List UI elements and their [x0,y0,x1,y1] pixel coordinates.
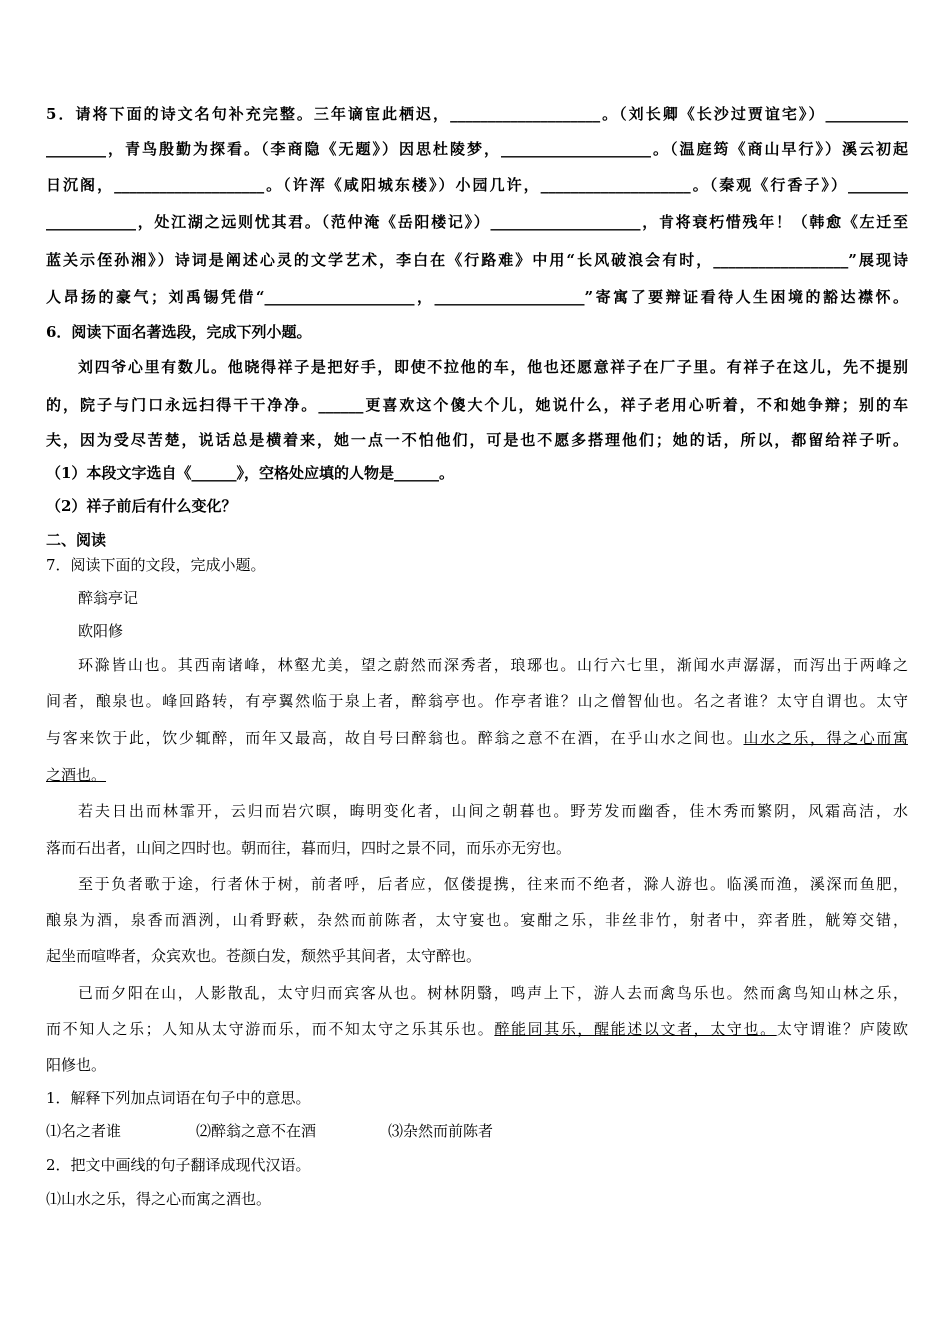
sub1-item-2: ⑵醉翁之意不在酒 [196,1122,317,1140]
p1-line-4 [46,765,908,785]
p3-line-1: 至于负者歌于途，行者休于树，前者呼，后者应，伛偻提携，往来而不绝者，滁人游也。临溪而渔，溪深而鱼肥， [78,875,908,893]
q6-sub-question-2: （2）祥子前后有什么变化？ [46,497,237,515]
q5-line-4: ____________，处江湖之远则忧其君。（范仲淹《岳阳楼记》）____________________，肯将衰朽惜残年！（韩愈《左迁至 [46,213,908,231]
essay-author: 欧阳修 [78,622,124,640]
p1-line-1: 环滁皆山也。其西南诸峰，林壑尤美，望之蔚然而深秀者，琅琊也。山行六七里，渐闻水声潺潺，而泻出于两峰之 [78,656,908,674]
p2-line-2: 落而石出者，山间之四时也。朝而往，暮而归，四时之景不同，而乐亦无穷也。 [46,839,572,857]
essay-title: 醉翁亭记 [78,589,139,607]
p4-line-2 [46,1019,908,1039]
underlined-sentence-1a: 山水之乐，得之心而寓 [743,729,908,747]
q7-title: 7．阅读下面的文段，完成小题。 [46,556,266,574]
q6-passage-line-2: 的，院子与门口永远扫得干干净净。______更喜欢这个傻大个儿，她说什么，祥子老用心听着，不和她争辩；别的车 [46,396,908,414]
q6-title: 6．阅读下面名著选段，完成下列小题。 [46,323,312,341]
p4-line-2-post: 太守谓谁？庐陵欧 [776,1020,908,1038]
q5-line-5: 蓝关示侄孙湘》）诗词是阐述心灵的文学艺术，李白在《行路难》中用“长风破浪会有时，__________________”展现诗 [46,251,908,269]
sub1-item-1: ⑴名之者谁 [46,1122,122,1140]
q7-sub-question-1: 1．解释下列加点词语在句子中的意思。 [46,1089,311,1107]
q7-sub-question-1-items [46,1121,908,1141]
p4-line-3: 阳修也。 [46,1056,107,1074]
q5-line-6: 人昂扬的豪气；刘禹锡凭借“____________________，____________________”寄寓了要辩证看待人生困境的豁达襟怀。 [46,288,908,306]
p1-line-2: 间者，酿泉也。峰回路转，有亭翼然临于泉上者，醉翁亭也。作亭者谁？山之僧智仙也。名之者谁？太守自谓也。太守 [46,692,908,710]
underlined-sentence-2: 醉能同其乐，醒能述以文者，太守也。 [494,1020,777,1038]
p1-line-3 [46,728,908,748]
q6-passage-line-3: 夫，因为受尽苦楚，说话总是横着来，她一点一不怕他们，可是也不愿多搭理他们；她的话，所以，都留给祥子听。 [46,431,908,449]
p3-line-3: 起坐而喧哗者，众宾欢也。苍颜白发，颓然乎其间者，太守醉也。 [46,947,482,965]
p3-line-2: 酿泉为酒，泉香而酒洌，山肴野蔌，杂然而前陈者，太守宴也。宴酣之乐，非丝非竹，射者中，弈者胜，觥筹交错， [46,911,908,929]
p2-line-1: 若夫日出而林霏开，云归而岩穴暝，晦明变化者，山间之朝暮也。野芳发而幽香，佳木秀而繁阴，风霜高洁，水 [78,802,908,820]
q5-line-3: 日沉阁，____________________。（许浑《咸阳城东楼》）小园几许，____________________。（秦观《行香子》）________ [46,176,908,194]
section-heading: 二、阅读 [46,531,107,549]
q7-sub-question-2-item: ⑴山水之乐，得之心而寓之酒也。 [46,1190,272,1208]
q7-sub-question-2: 2．把文中画线的句子翻译成现代汉语。 [46,1156,311,1174]
sub1-item-3: ⑶杂然而前陈者 [388,1122,494,1140]
q5-line-2: ________，青鸟殷勤为探看。（李商隐《无题》）因思杜陵梦，____________________。（温庭筠《商山早行》）溪云初起 [46,140,908,158]
q6-passage-line-1: 刘四爷心里有数儿。他晓得祥子是把好手，即使不拉他的车，他也还愿意祥子在厂子里。有祥子在这儿，先不提别 [78,358,908,376]
p4-line-1: 已而夕阳在山，人影散乱，太守归而宾客从也。树林阴翳，鸣声上下，游人去而禽鸟乐也。然而禽鸟知山林之乐， [78,984,908,1002]
underlined-sentence-1b: 之酒也。 [46,766,107,784]
q6-sub-question-1: （1）本段文字选自《______》，空格处应填的人物是______。 [46,464,454,482]
q5-line-1: 5．请将下面的诗文名句补充完整。三年谪宦此栖迟，____________________。（刘长卿《长沙过贾谊宅》）___________ [46,105,908,123]
p1-line-3-text: 与客来饮于此，饮少辄醉，而年又最高，故自号曰醉翁也。醉翁之意不在酒，在乎山水之间也。 [46,729,744,747]
p4-line-2-pre: 而不知人之乐；人知从太守游而乐，而不知太守之乐其乐也。 [46,1020,495,1038]
